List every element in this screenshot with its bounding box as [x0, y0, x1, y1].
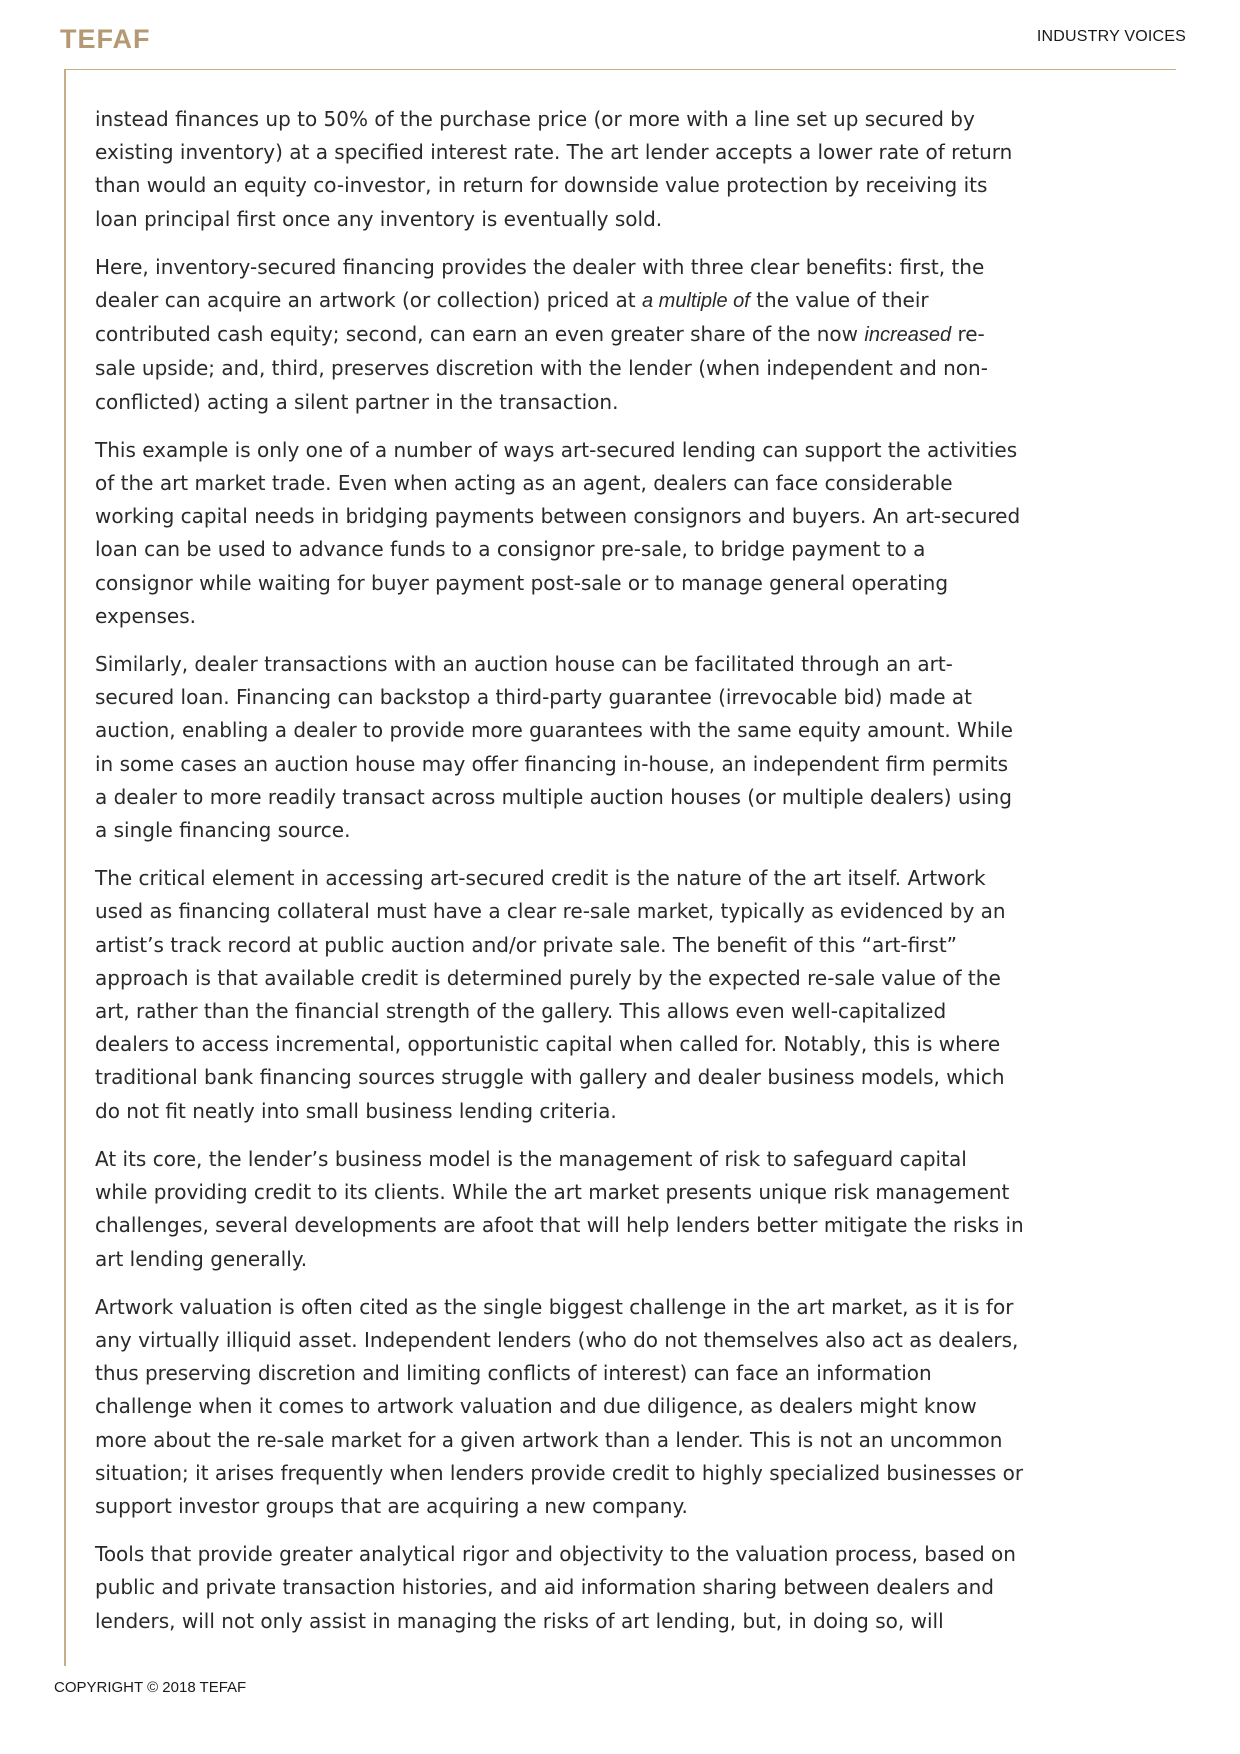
paragraph-5: The critical element in accessing art-secured credit is the nature of the art itself. Artwork used as financing collateral must have a clear re-sale market, typically as evidenced by an artist’s track record at public auction and/or private sale. The benefit of this “art-first” approach is that available credit is determined purely by the expected re-sale value of the art, rather than the financial strength of the gallery. This allows even well-capitalized dealers to access incremental, opportunistic capital when called for. Notably, this is where traditional bank financing sources struggle with gallery and dealer business models, which do not fit neatly into small business lending criteria. — [95, 866, 1006, 1123]
side-divider — [64, 69, 66, 1666]
paragraph-8: Tools that provide greater analytical rigor and objectivity to the valuation process, based on public and private transaction histories, and aid information sharing between dealers and lenders, will not only assist in managing the risks of art lending, but, in doing so, will — [95, 1542, 1016, 1633]
paragraph-2-part-b: the value of their contributed cash equity; second, can earn an even greater share of the now — [95, 288, 929, 347]
paragraph-2 — [95, 251, 1025, 419]
paragraph-2-part-a: Here, inventory-secured financing provides the dealer with three clear benefits: first, the dealer can acquire an artwork (or collection) priced at — [95, 254, 985, 313]
paragraph-7: Artwork valuation is often cited as the single biggest challenge in the art market, as it is for any virtually illiquid asset. Independent lenders (who do not themselves also act as dealers, thus preserving discretion and limiting conflicts of interest) can face an information challenge when it comes to artwork valuation and due diligence, as dealers might know more about the re-sale market for a given artwork than a lender. This is not an uncommon situation; it arises frequently when lenders provide credit to highly specialized businesses or support investor groups that are acquiring a new company. — [95, 1294, 1024, 1518]
section-label: INDUSTRY VOICES — [1036, 28, 1186, 45]
paragraph-3: This example is only one of a number of ways art-secured lending can support the activities of the art market trade. Even when acting as an agent, dealers can face considerable working capital needs in bridging payments between consignors and buyers. An art-secured loan can be used to advance funds to a consignor pre-sale, to bridge payment to a consignor while waiting for buyer payment post-sale or to manage general operating expenses. — [95, 437, 1021, 628]
paragraph-4: Similarly, dealer transactions with an auction house can be facilitated through an art-secured loan. Financing can backstop a third-party guarantee (irrevocable bid) made at auction, enabling a dealer to provide more guarantees with the same equity amount. While in some cases an auction house may offer financing in-house, an independent firm permits a dealer to more readily transact across multiple auction houses (or multiple dealers) using a single financing source. — [95, 652, 1013, 843]
tefaf-logo: TEFAF — [60, 24, 151, 54]
paragraph-2-emphasis-increased: increased — [864, 324, 952, 347]
header-divider — [64, 69, 1176, 70]
paragraph-2-emphasis-multiple: a multiple of — [642, 290, 750, 313]
footer-copyright: COPYRIGHT © 2018 TEFAF — [54, 1679, 247, 1696]
paragraph-6: At its core, the lender’s business model is the management of risk to safeguard capital while providing credit to its clients. While the art market presents unique risk management challenges, several developments are afoot that will help lenders better mitigate the risks in art lending generally. — [95, 1146, 1024, 1271]
article-body — [95, 103, 1025, 1653]
paragraph-2-part-c: re-sale upside; and, third, preserves discretion with the lender (when independent and non-conflicted) acting a silent partner in the transaction. — [95, 322, 988, 414]
paragraph-1: instead finances up to 50% of the purchase price (or more with a line set up secured by existing inventory) at a specified interest rate. The art lender accepts a lower rate of return than would an equity co-investor, in return for downside value protection by receiving its loan principal first once any inventory is eventually sold. — [95, 107, 1013, 231]
